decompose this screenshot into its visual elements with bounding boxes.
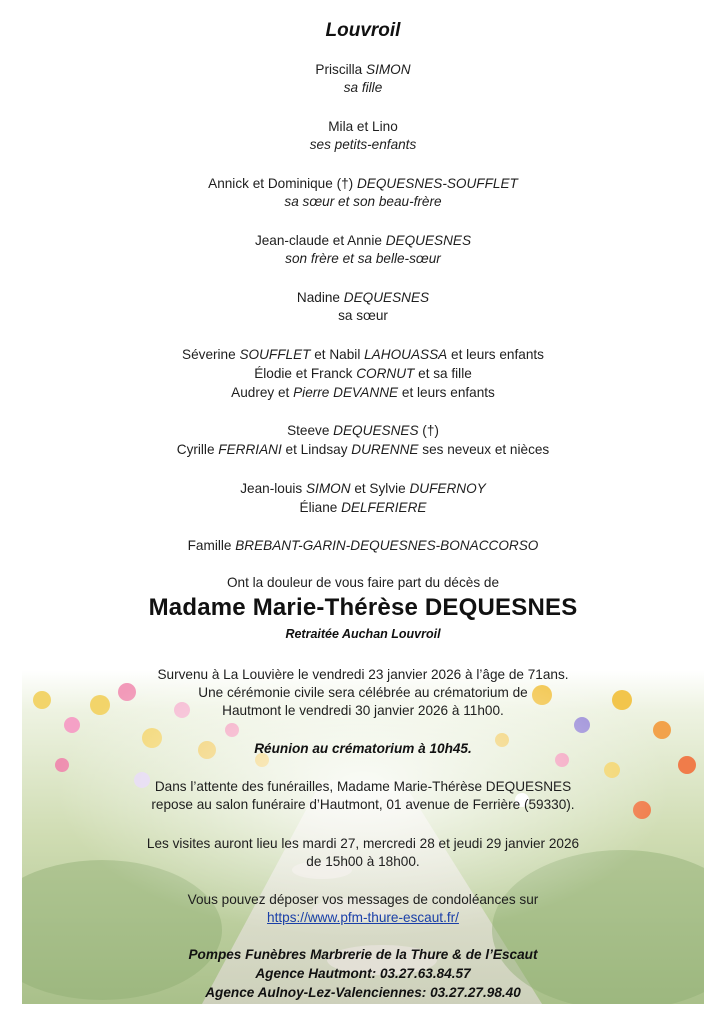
company-name: Pompes Funèbres Marbrerie de la Thure & de l’Escaut (188, 947, 538, 962)
deceased-name: Madame Marie-Thérèse DEQUESNES (148, 594, 578, 621)
relation-line: ses petits-enfants (309, 137, 417, 152)
family-line: Nadine DEQUESNES (296, 290, 430, 305)
detail-line: Les visites auront lieu les mardi 27, mercredi 28 et jeudi 29 janvier 2026 (146, 836, 580, 851)
family-line: Steeve DEQUESNES (†) (287, 423, 439, 438)
family-line: Éliane DELFERIERE (299, 500, 427, 515)
detail-line: Hautmont le vendredi 30 janvier 2026 à 11h00. (222, 703, 504, 718)
agency-aulnoy: Agence Aulnoy-Lez-Valenciennes: 03.27.27.98.40 (205, 985, 521, 1000)
condolences-link-line (0, 908, 726, 927)
condolences-link[interactable]: https://www.pfm-thure-escaut.fr/ (267, 910, 459, 925)
family-line: Jean-claude et Annie DEQUESNES (254, 233, 472, 248)
family-line: Annick et Dominique (†) DEQUESNES-SOUFFLET (208, 176, 518, 191)
relation-line: son frère et sa belle-sœur (285, 251, 441, 266)
city-heading: Louvroil (325, 20, 401, 41)
relation-line: sa sœur (338, 308, 388, 323)
agency-hautmont: Agence Hautmont: 03.27.63.84.57 (255, 966, 471, 981)
announcement-text: Ont la douleur de vous faire part du décès de (226, 575, 500, 590)
detail-line: repose au salon funéraire d’Hautmont, 01 avenue de Ferrière (59330). (151, 797, 575, 812)
family-line: Famille BREBANT-GARIN-DEQUESNES-BONACCORSO (187, 538, 539, 553)
family-line: Cyrille FERRIANI et Lindsay DURENNE ses neveux et nièces (176, 442, 550, 457)
detail-line: Une cérémonie civile sera célébrée au crématorium de (198, 685, 528, 700)
detail-line: Survenu à La Louvière le vendredi 23 janvier 2026 à l’âge de 71ans. (157, 667, 569, 682)
family-line: Séverine SOUFFLET et Nabil LAHOUASSA et leurs enfants (182, 347, 544, 362)
family-line: Audrey et Pierre DEVANNE et leurs enfants (231, 385, 495, 400)
reunion-text: Réunion au crématorium à 10h45. (254, 741, 472, 756)
relation-line: sa sœur et son beau-frère (284, 194, 442, 209)
family-line: Priscilla SIMON (315, 62, 411, 77)
relation-line: sa fille (343, 80, 383, 95)
detail-line: Vous pouvez déposer vos messages de condoléances sur (187, 892, 539, 907)
family-line: Jean-louis SIMON et Sylvie DUFERNOY (240, 481, 486, 496)
occupation-text: Retraitée Auchan Louvroil (285, 627, 441, 641)
family-line: Élodie et Franck CORNUT et sa fille (254, 366, 472, 381)
detail-line: Dans l’attente des funérailles, Madame Marie-Thérèse DEQUESNES (154, 779, 572, 794)
family-line: Mila et Lino (328, 119, 398, 134)
detail-line: de 15h00 à 18h00. (306, 854, 420, 869)
